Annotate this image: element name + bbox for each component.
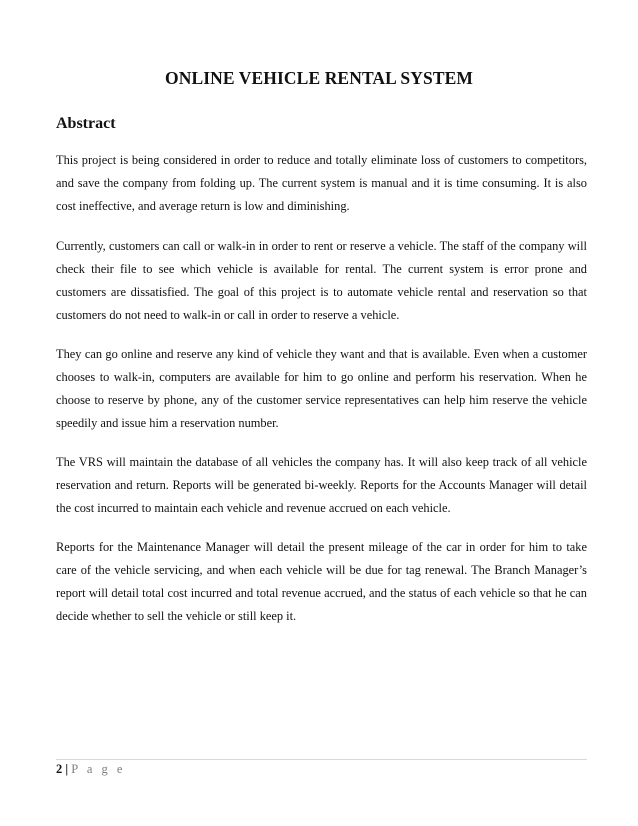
paragraph-4: The VRS will maintain the database of all vehicles the company has. It will also keep track of all vehicle reservation and return. Reports will be generated bi-weekly. Reports for the Accounts Manager will detail the cost incurred to maintain each vehicle and revenue accrued on each vehicle. — [56, 455, 587, 515]
paragraph-2: Currently, customers can call or walk-in in order to rent or reserve a vehicle. The staff of the company will check their file to see which vehicle is available for rental. The current system is error prone and customers are dissatisfied. The goal of this project is to automate vehicle rental and reservation so that customers do not need to walk-in or call in order to reserve a vehicle. — [56, 239, 587, 322]
document-title: ONLINE VEHICLE RENTAL SYSTEM — [165, 68, 473, 88]
page-number: 2 — [56, 762, 63, 776]
footer-separator: | — [65, 762, 69, 776]
section-heading-abstract: Abstract — [56, 115, 116, 132]
paragraph-5: Reports for the Maintenance Manager will detail the present mileage of the car in order for him to take care of the vehicle servicing, and when each vehicle will be due for tag renewal. The Branch Manager’s report will detail total cost incurred and total revenue accrued, and the status of each vehicle so that he can decide whether to sell the vehicle or still keep it. — [56, 540, 587, 623]
page-footer — [56, 762, 125, 777]
footer-divider — [56, 759, 587, 760]
paragraph-1: This project is being considered in order to reduce and totally eliminate loss of customers to competitors, and save the company from folding up. The current system is manual and it is time consuming. It is also cost ineffective, and average return is low and diminishing. — [56, 153, 587, 213]
paragraph-3: They can go online and reserve any kind of vehicle they want and that is available. Even when a customer chooses to walk-in, computers are available for him to go online and perform his reservation. When he choose to reserve by phone, any of the customer service representatives can help him reserve the vehicle speedily and issue him a reservation number. — [56, 347, 587, 430]
page-label: P a g e — [71, 762, 126, 776]
